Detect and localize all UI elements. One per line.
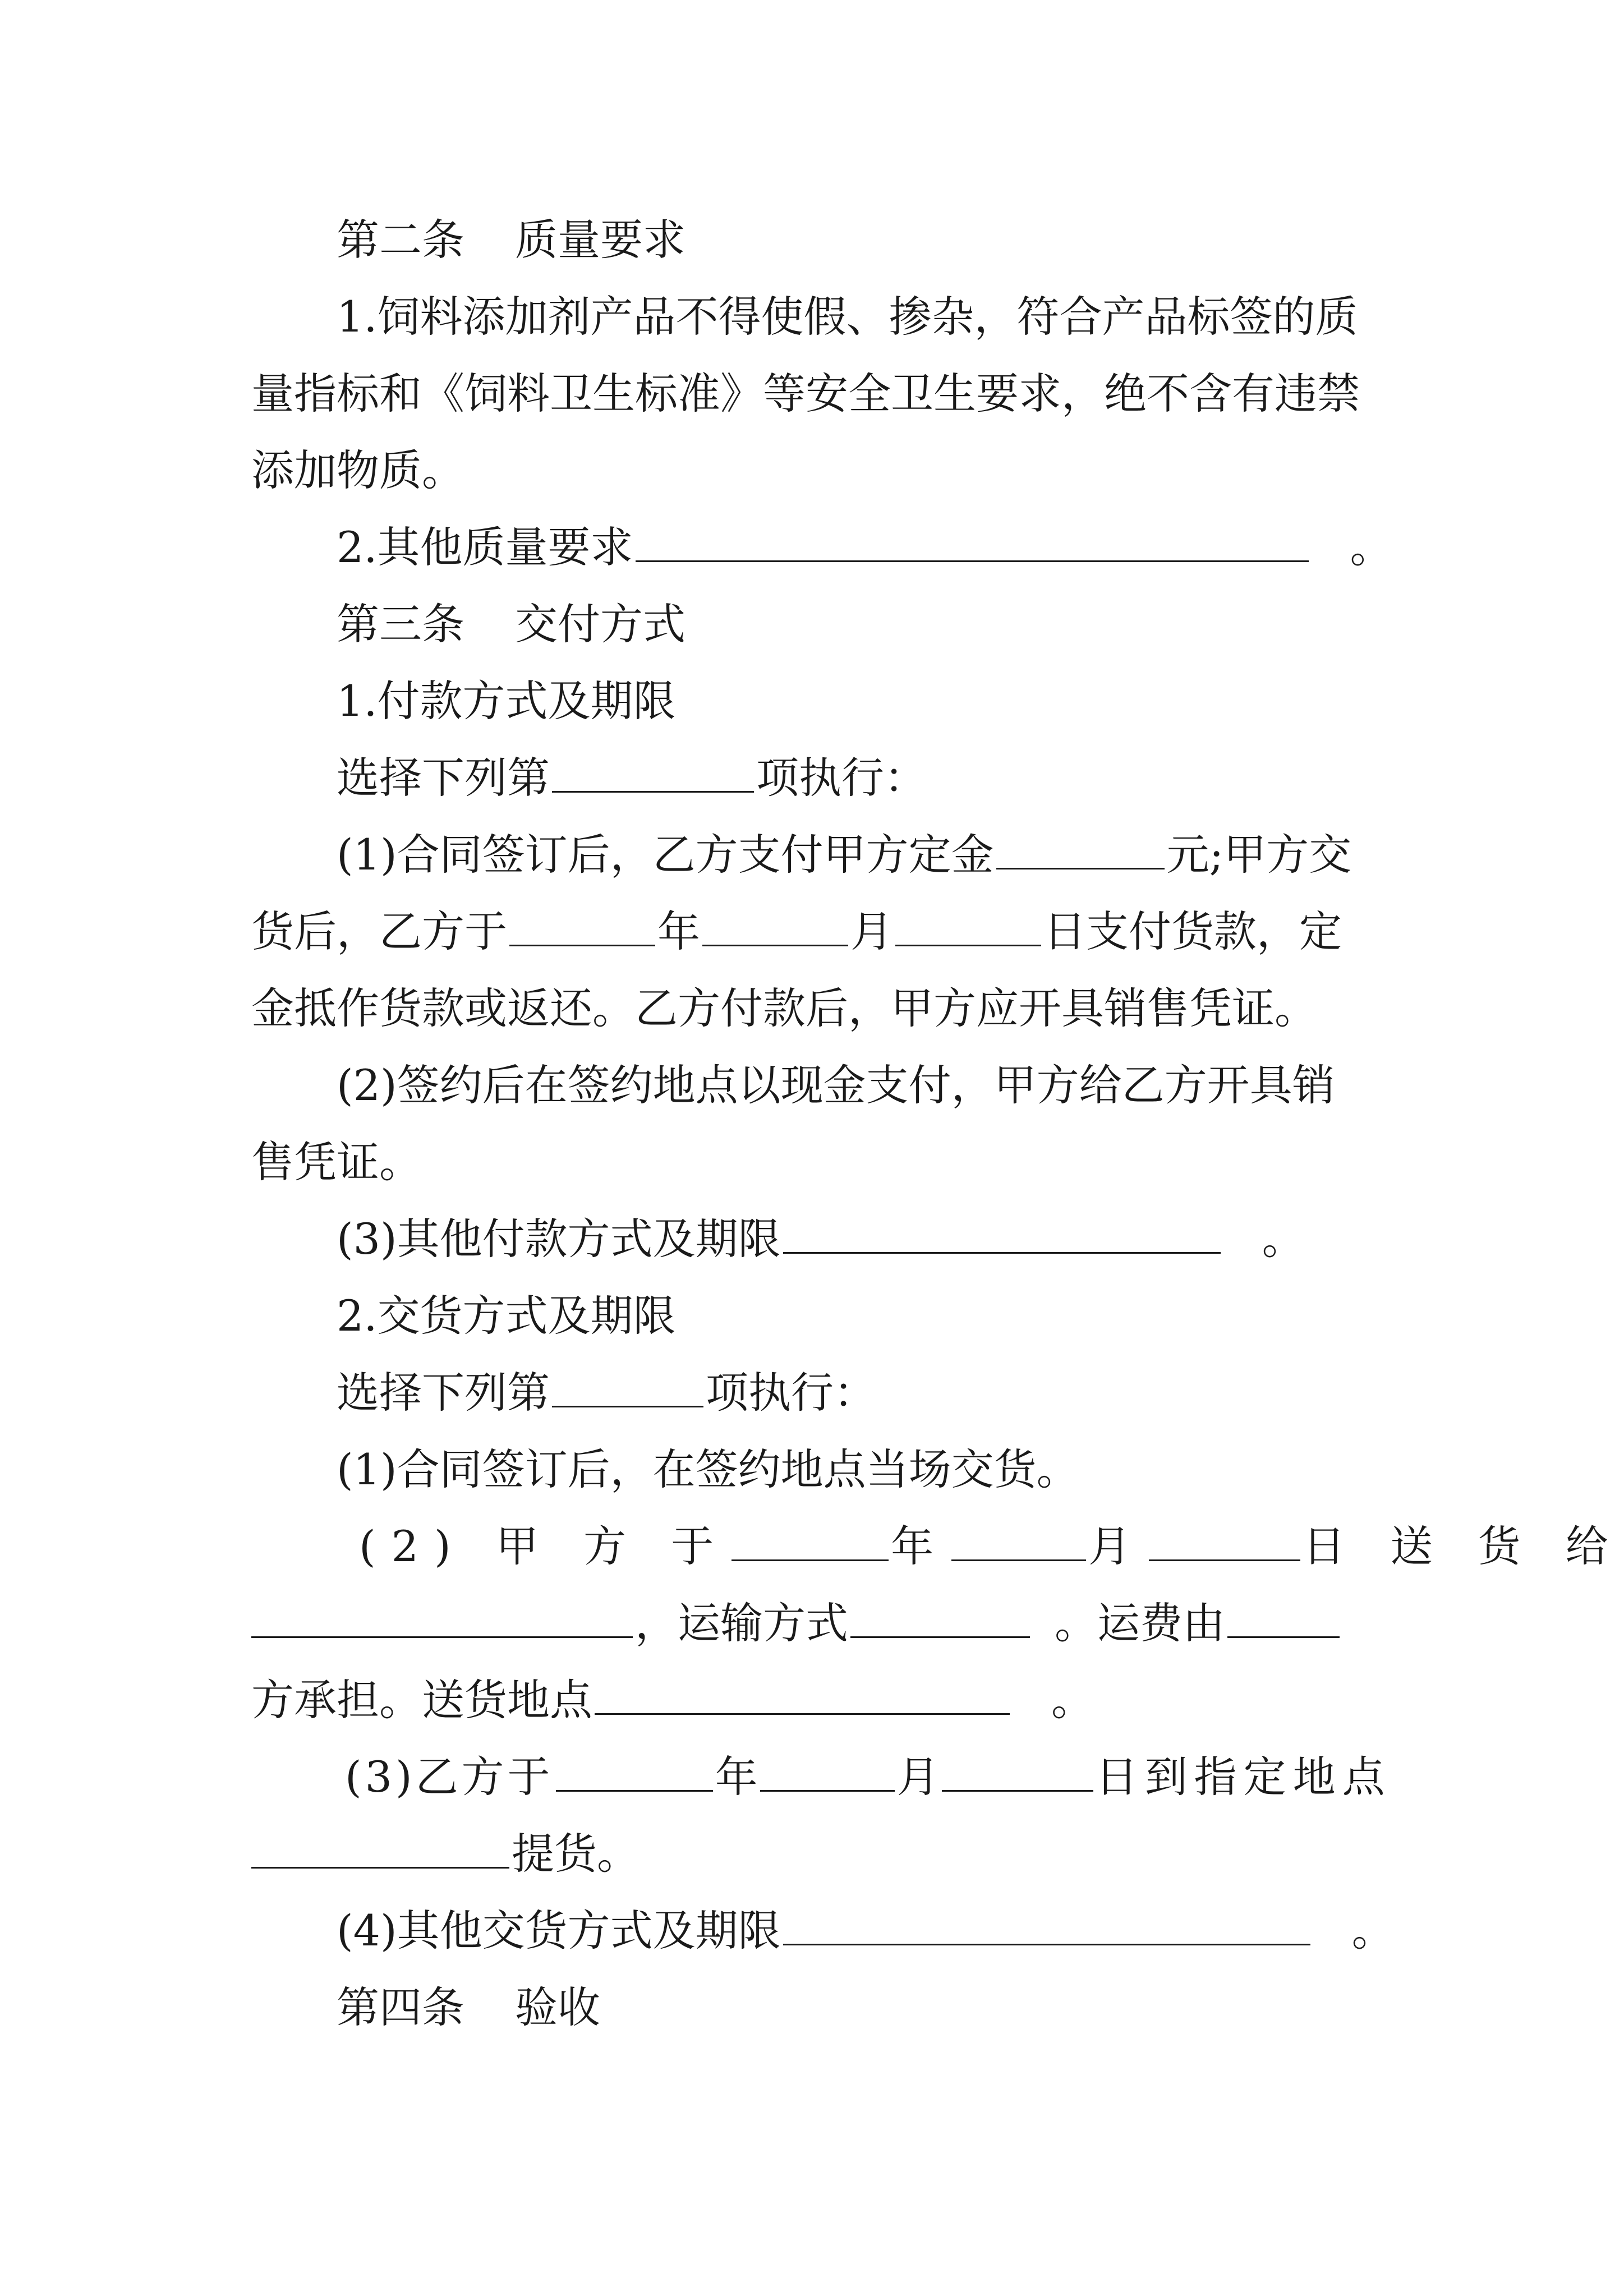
text: 日支付货款，定	[1043, 907, 1342, 956]
year-field[interactable]	[556, 1750, 713, 1792]
text: 日到指定地点	[1095, 1752, 1392, 1802]
text: 月	[1088, 1521, 1147, 1571]
delivery-select-line	[337, 1365, 1373, 1421]
day-field[interactable]	[895, 904, 1041, 946]
text: 月	[850, 907, 893, 956]
text: (2) 甲 方 于	[359, 1521, 730, 1571]
subsection-title: 1.付款方式及期限	[337, 676, 676, 726]
punctuation: 。	[1051, 1675, 1094, 1725]
article2-heading	[337, 212, 1373, 268]
article-number: 第四条	[337, 1982, 464, 2032]
delivery-address-line	[251, 1672, 1373, 1728]
deposit-amount-field[interactable]	[996, 827, 1165, 869]
text: 日 送 货 给	[1303, 1521, 1624, 1571]
text: (1)合同签订后，乙方支付甲方定金	[337, 830, 994, 880]
article-number: 第三条	[337, 599, 464, 649]
text: 选择下列第	[337, 753, 550, 803]
blank-field[interactable]	[783, 1212, 1221, 1254]
article3-heading	[337, 596, 1373, 652]
text: 。运费由	[1055, 1598, 1225, 1648]
text: 年	[715, 1752, 758, 1802]
text: ，运输方式	[635, 1598, 848, 1648]
punctuation: 。	[1262, 1214, 1305, 1264]
delivery-recipient-line	[251, 1595, 1373, 1651]
punctuation: 。	[1351, 1906, 1395, 1955]
delivery-other-line	[337, 1903, 1395, 1959]
pickup-location-line	[251, 1826, 1373, 1882]
article4-heading	[337, 1980, 1373, 2036]
text: (3)其他付款方式及期限	[337, 1214, 781, 1264]
day-field[interactable]	[942, 1750, 1093, 1792]
article-title: 验收	[515, 1982, 600, 2032]
blank-field[interactable]	[636, 520, 1309, 562]
month-field[interactable]	[760, 1750, 895, 1792]
text: 年	[891, 1521, 950, 1571]
payment-select-line	[337, 750, 1373, 806]
transport-method-field[interactable]	[850, 1596, 1030, 1638]
text: (3)乙方于	[345, 1752, 554, 1802]
text: 方承担。送货地点	[251, 1675, 592, 1725]
text: 项执行：	[756, 753, 927, 803]
delivery-option-2-line	[359, 1519, 1624, 1575]
text: 提货。	[512, 1829, 640, 1879]
text: 月	[896, 1752, 940, 1802]
text: 选择下列第	[337, 1368, 550, 1418]
month-field[interactable]	[951, 1519, 1086, 1561]
recipient-field[interactable]	[251, 1596, 633, 1638]
field-label: 2.其他质量要求	[337, 522, 633, 572]
punctuation: 。	[1350, 522, 1393, 572]
payment-option-1-line	[337, 827, 1373, 883]
payment-date-line	[251, 904, 1373, 960]
article-title: 质量要求	[515, 215, 686, 265]
text: (4)其他交货方式及期限	[337, 1906, 781, 1955]
month-field[interactable]	[702, 904, 848, 946]
text: 年	[657, 907, 700, 956]
delivery-option-3-line	[345, 1749, 1392, 1805]
paragraph-line: 1.饲料添加剂产品不得使假、掺杂，符合产品标签的质	[337, 292, 1358, 342]
payment-other-line	[337, 1211, 1373, 1267]
paragraph-line: (2)签约后在签约地点以现金支付，甲方给乙方开具销	[337, 1060, 1335, 1110]
address-field[interactable]	[595, 1673, 1010, 1715]
year-field[interactable]	[509, 904, 655, 946]
article-number: 第二条	[337, 215, 464, 265]
text: 项执行：	[706, 1368, 876, 1418]
blank-field[interactable]	[783, 1903, 1310, 1945]
day-field[interactable]	[1149, 1519, 1300, 1561]
paragraph-line: 售凭证。	[251, 1137, 422, 1187]
paragraph-line: 添加物质。	[251, 445, 464, 495]
paragraph-line: 金抵作货款或返还。乙方付款后，甲方应开具销售凭证。	[251, 983, 1317, 1033]
blank-field[interactable]	[552, 751, 754, 793]
article-title: 交付方式	[515, 599, 686, 649]
text: 元;甲方交	[1166, 830, 1352, 880]
subsection-title: 2.交货方式及期限	[337, 1291, 676, 1341]
pickup-location-field[interactable]	[251, 1826, 509, 1869]
text: 货后，乙方于	[251, 907, 507, 956]
quality-other-line	[337, 519, 1393, 576]
paragraph-line: 量指标和《饲料卫生标准》等安全卫生要求，绝不含有违禁	[251, 369, 1360, 418]
blank-field[interactable]	[552, 1365, 703, 1407]
year-field[interactable]	[732, 1519, 889, 1561]
freight-payer-field[interactable]	[1227, 1596, 1340, 1638]
paragraph-line: (1)合同签订后，在签约地点当场交货。	[337, 1444, 1079, 1494]
